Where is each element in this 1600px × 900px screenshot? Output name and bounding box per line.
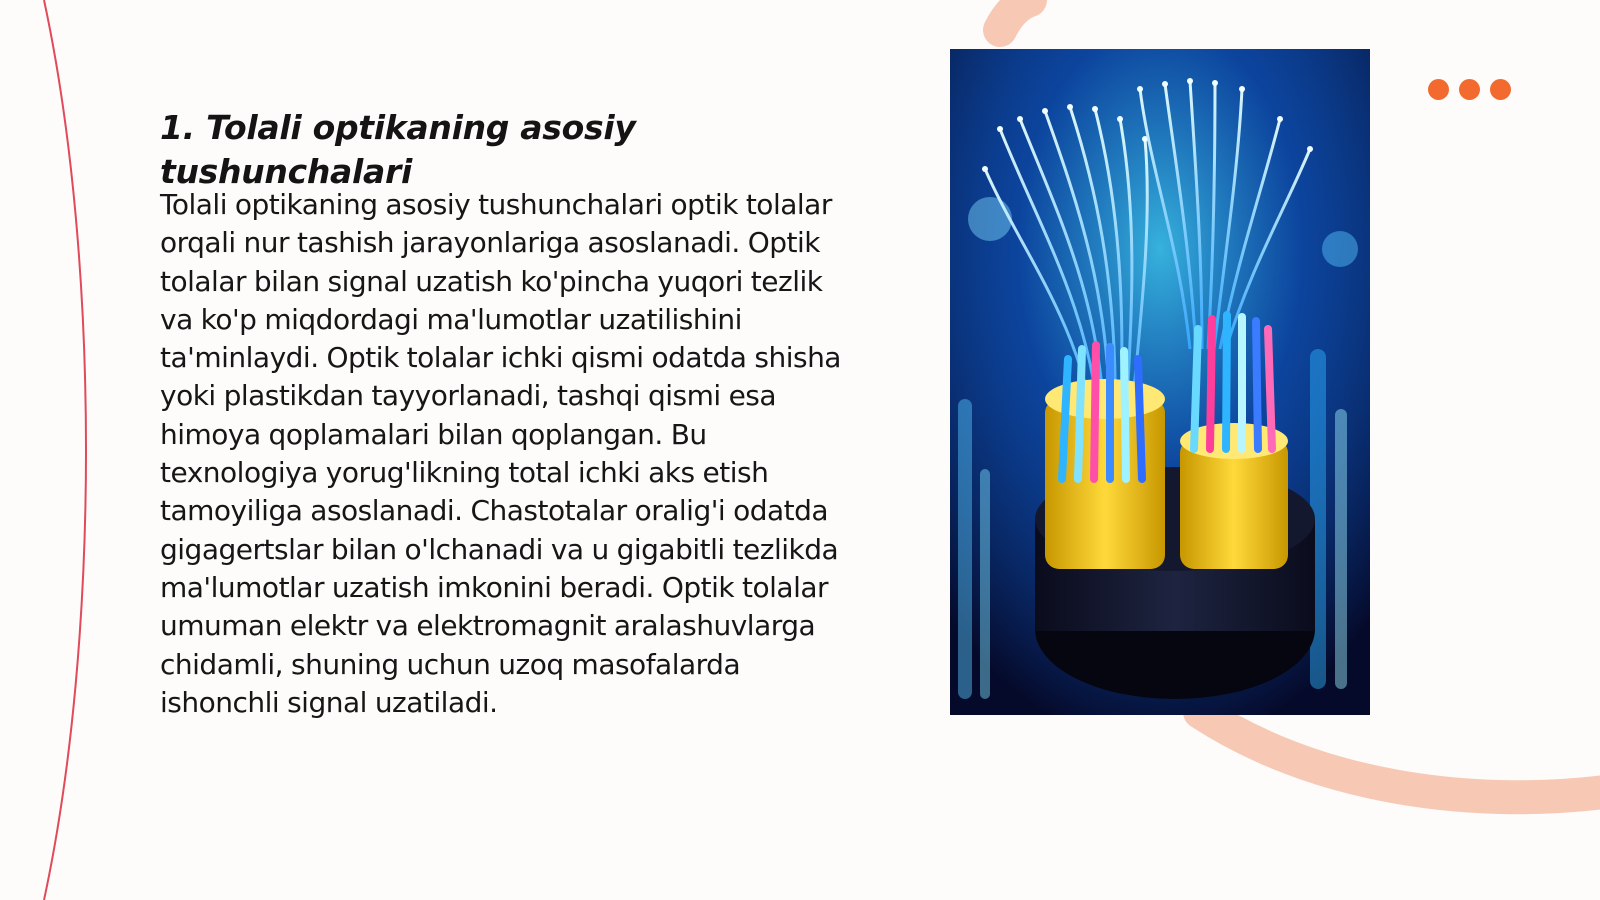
dot-icon	[1490, 79, 1511, 100]
fiber-optic-cable-icon	[950, 49, 1370, 715]
left-curve-line	[44, 0, 86, 900]
dot-icon	[1428, 79, 1449, 100]
dot-icon	[1459, 79, 1480, 100]
fiber-optic-cable-image	[950, 49, 1370, 715]
decorative-dots	[1428, 79, 1511, 100]
slide-title: 1. Tolali optikaning asosiy tushunchalari	[160, 108, 636, 191]
top-arc-decoration	[1000, 0, 1030, 30]
bottom-arc-decoration	[1200, 712, 1600, 797]
slide-body-text: Tolali optikaning asosiy tushunchalari optik tolalar orqali nur tashish jarayonlariga asoslanadi. Optik tolalar bilan signal uzatish ko'pincha yuqori tezlik va ko'p miqdordagi ma'lumotlar uzatilishini ta'minlaydi. Optik tolalar ichki qismi odatda shisha yoki plastikdan tayyorlanadi, tashqi qismi esa himoya qoplamalari bilan qoplangan. Bu texnologiya yorug'likning total ichki aks etish tamoyiliga asoslanadi. Chastotalar oralig'i odatda gigagertslar bilan o'lchanadi va u gigabitli tezlikda ma'lumotlar uzatish imkonini beradi. Optik tolalar umuman elektr va elektromagnit aralashuvlarga chidamli, shuning uchun uzoq masofalarda ishonchli signal uzatiladi.	[160, 188, 841, 719]
